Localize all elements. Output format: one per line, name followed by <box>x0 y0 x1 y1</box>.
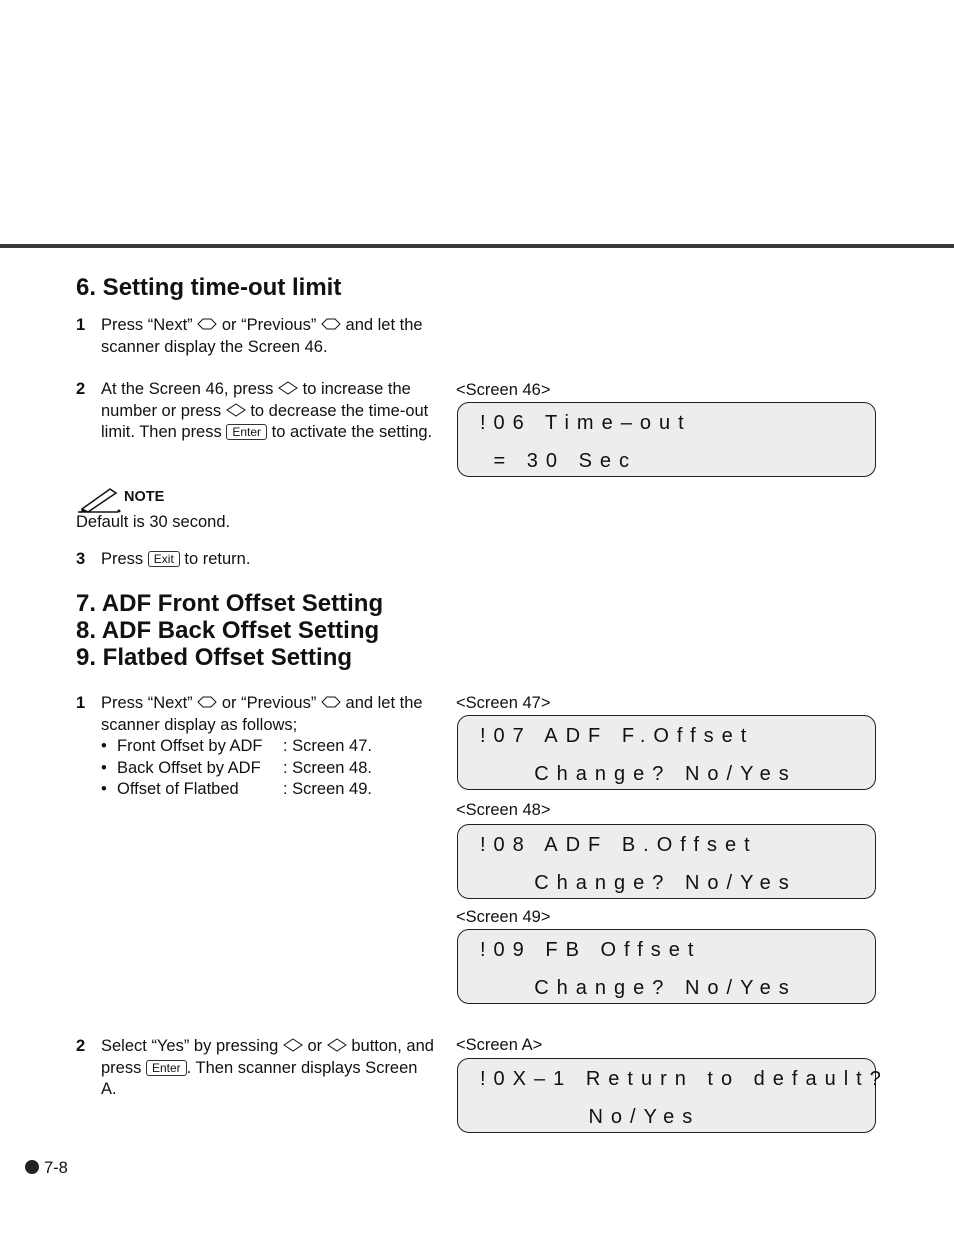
lcd-line-1: !06 Time–out <box>480 412 692 434</box>
lcd-line-1: !08 ADF B.Offset <box>480 834 758 856</box>
screen-a-caption: <Screen A> <box>456 1036 543 1054</box>
step-number: 1 <box>76 316 86 334</box>
right-arrow-icon <box>197 317 217 331</box>
note-text: Default is 30 second. <box>76 513 231 531</box>
list-item: • Back Offset by ADF : Screen 48. <box>101 758 436 780</box>
screen-46-caption: <Screen 46> <box>456 381 551 399</box>
down-arrow-icon <box>226 403 246 417</box>
lcd-screen-a <box>457 1058 889 1133</box>
lcd-screen-49 <box>457 929 876 1004</box>
page-bullet-icon <box>25 1160 39 1174</box>
offset-screen-list <box>101 736 436 801</box>
lcd-line-2: No/Yes <box>480 1106 701 1128</box>
lcd-line-2: Change? No/Yes <box>480 977 797 999</box>
section-heading-flatbed: 9. Flatbed Offset Setting <box>76 644 353 671</box>
lcd-line-2: = 30 Sec <box>480 450 638 472</box>
step-2-offset: 2 Select “Yes” by pressing or button, and press Enter . Then scanner displays Screen A. <box>76 1037 434 1098</box>
enter-key: Enter <box>226 424 267 440</box>
screen-47-caption: <Screen 47> <box>456 694 551 712</box>
list-item: • Offset of Flatbed : Screen 49. <box>101 779 436 801</box>
section-heading-adf-back: 8. ADF Back Offset Setting <box>76 617 380 644</box>
list-item: • Front Offset by ADF : Screen 47. <box>101 736 436 758</box>
up-arrow-icon <box>283 1038 303 1052</box>
lcd-line-2: Change? No/Yes <box>480 872 797 894</box>
exit-key: Exit <box>148 551 180 567</box>
enter-key: Enter <box>146 1060 187 1076</box>
lcd-line-2: Change? No/Yes <box>480 763 797 785</box>
step-2-timeout: 2 At the Screen 46, press to increase the number or press to decrease the time-out limit. Then press Enter to activate the setting. <box>76 380 433 441</box>
left-arrow-icon <box>321 317 341 331</box>
lcd-line-1: !09 FB Offset <box>480 939 702 961</box>
screen-49-caption: <Screen 49> <box>456 908 551 926</box>
step-number: 2 <box>76 1037 86 1055</box>
header-rule <box>0 244 954 248</box>
step-number: 2 <box>76 380 86 398</box>
note-label: NOTE <box>124 489 165 505</box>
pencil-note-icon <box>76 485 122 515</box>
page-number: 7-8 <box>44 1159 68 1177</box>
down-arrow-icon <box>327 1038 347 1052</box>
lcd-line-1: !07 ADF F.Offset <box>480 725 755 747</box>
lcd-screen-48 <box>457 824 876 899</box>
screen-48-caption: <Screen 48> <box>456 801 551 819</box>
left-arrow-icon <box>321 695 341 709</box>
right-arrow-icon <box>197 695 217 709</box>
lcd-line-1: !0X–1 Return to default? <box>480 1068 889 1090</box>
section-heading-timeout: 6. Setting time-out limit <box>76 274 342 301</box>
step-number: 1 <box>76 694 86 712</box>
lcd-screen-46 <box>457 402 876 477</box>
section-heading-adf-front: 7. ADF Front Offset Setting <box>76 590 384 617</box>
step-1-offset: 1 Press “Next” or “Previous” and let the scanner display as follows; • Front Offset by ADF : Screen 47. • Back Offset by ADF : Screen 48. • Offset of Flatbed : Screen 49. <box>76 693 436 801</box>
step-3-timeout: 3 Press Exit to return. <box>76 549 436 571</box>
up-arrow-icon <box>278 381 298 395</box>
step-1-timeout: 1 Press “Next” or “Previous” and let the scanner display the Screen 46. <box>76 316 423 356</box>
step-number: 3 <box>76 550 86 568</box>
lcd-screen-47 <box>457 715 876 790</box>
